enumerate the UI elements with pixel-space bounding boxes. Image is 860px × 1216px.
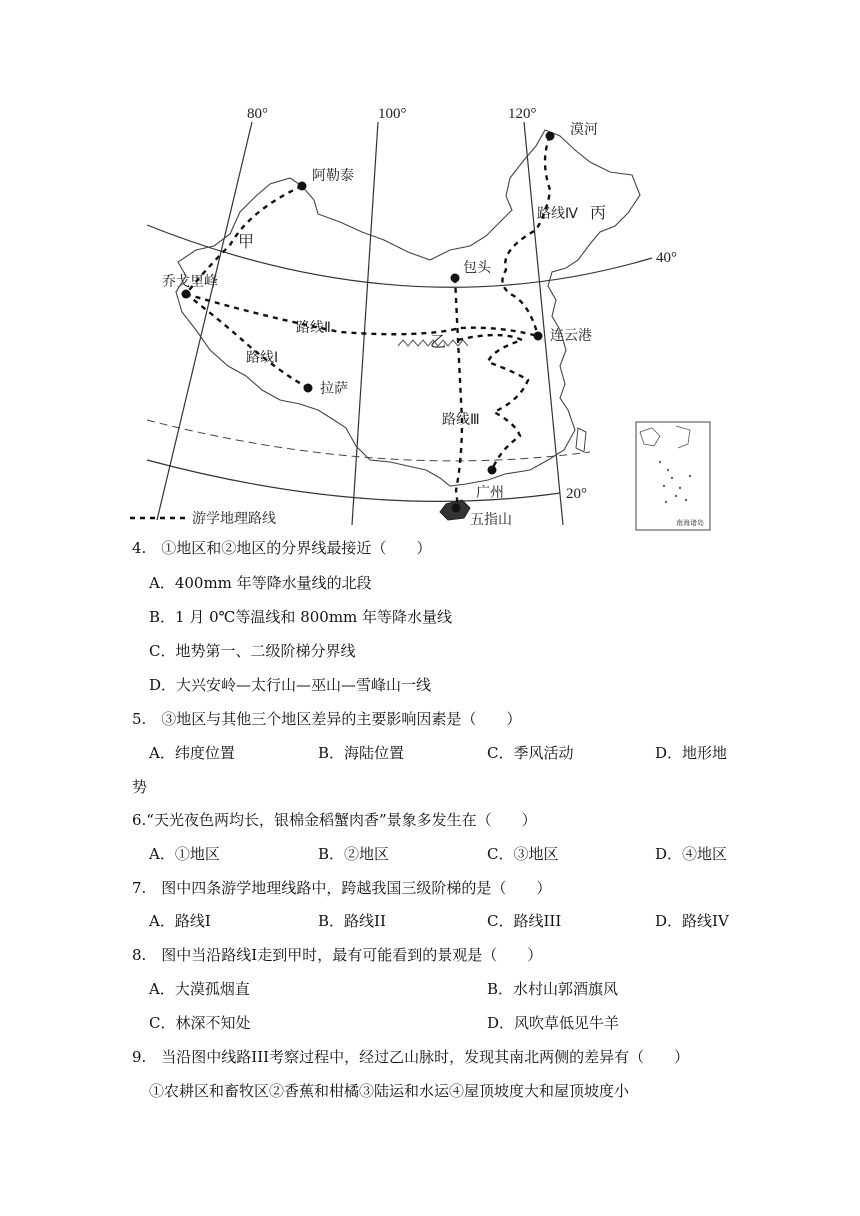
route-4-line	[502, 136, 550, 336]
wuzhishan-label: 五指山	[470, 512, 512, 528]
question-8-option-d: D．风吹草低见牛羊	[487, 1014, 620, 1032]
meridian-120	[524, 122, 563, 525]
region-yi-label: 乙	[430, 332, 447, 351]
label-40: 40°	[656, 250, 677, 266]
route-3-line	[455, 278, 462, 508]
question-5-stem: 5. ③地区与其他三个地区差异的主要影响因素是（ ）	[132, 710, 522, 728]
question-5-option-d-wrap: 势	[132, 778, 148, 796]
route-2-label: 路线Ⅱ	[296, 320, 331, 336]
question-7-stem: 7. 图中四条游学地理线路中，跨越我国三级阶梯的是（ ）	[132, 879, 552, 897]
qiaogeli-label: 乔戈里峰	[162, 274, 218, 290]
question-4-option-d: D．大兴安岭—太行山—巫山—雪峰山一线	[149, 676, 432, 694]
question-6-option-c: C．③地区	[487, 845, 559, 863]
question-7-option-b: B．路线II	[318, 912, 386, 930]
label-80: 80°	[247, 106, 268, 122]
question-8-option-c: C．林深不知处	[149, 1014, 251, 1032]
region-jia-label: 甲	[238, 232, 255, 251]
meridian-80	[157, 122, 255, 520]
question-8-stem: 8. 图中当沿路线I走到甲时，最有可能看到的景观是（ ）	[132, 946, 543, 964]
route-4-label: 路线Ⅳ	[537, 206, 578, 222]
parallel-40	[147, 225, 652, 287]
china-outline	[176, 130, 640, 486]
meridian-100	[352, 122, 378, 525]
question-4-option-a: A．400mm 年等降水量线的北段	[149, 574, 372, 592]
question-7-option-c: C．路线III	[487, 912, 562, 930]
aletai-dot	[298, 182, 307, 191]
question-5-option-a: A．纬度位置	[149, 744, 235, 762]
question-6-option-a: A．①地区	[149, 845, 220, 863]
question-9-stem: 9. 当沿图中线路III考察过程中，经过乙山脉时，发现其南北两侧的差异有（ ）	[132, 1048, 690, 1066]
baotou-dot	[451, 274, 460, 283]
question-5-option-b: B．海陆位置	[318, 744, 405, 762]
wuzhishan-dot	[452, 504, 461, 513]
lasa-dot	[304, 384, 313, 393]
label-120: 120°	[508, 106, 537, 122]
route-2-line	[186, 294, 538, 336]
mohe-label: 漠河	[570, 122, 598, 138]
guangzhou-dot	[488, 466, 497, 475]
baotou-label: 包头	[463, 260, 491, 276]
taiwan-island	[576, 428, 586, 452]
question-7-option-d: D．路线IV	[655, 912, 729, 930]
mohe-dot	[546, 132, 555, 141]
route-1-label: 路线Ⅰ	[246, 350, 279, 366]
question-6-stem: 6.“天光夜色两均长，银棉金稻蟹肉香”景象多发生在（ ）	[132, 811, 537, 829]
lianyungang-dot	[534, 332, 543, 341]
question-8-option-a: A．大漠孤烟直	[149, 980, 250, 998]
question-4-option-b: B．1 月 0℃等温线和 800mm 年等降水量线	[149, 608, 453, 626]
legend-label: 游学地理路线	[192, 511, 276, 527]
label-20: 20°	[566, 486, 587, 502]
region-bing-label: 丙	[590, 203, 607, 222]
question-4-option-c: C．地势第一、二级阶梯分界线	[149, 642, 356, 660]
question-9-statements: ①农耕区和畜牧区②香蕉和柑橘③陆运和水运④屋顶坡度大和屋顶坡度小	[149, 1082, 630, 1100]
question-7-option-a: A．路线I	[149, 912, 211, 930]
tropic-line	[147, 420, 590, 461]
question-4-stem: 4. ①地区和②地区的分界线最接近（ ）	[132, 539, 432, 557]
question-5-option-c: C．季风活动	[487, 744, 574, 762]
route-3-label: 路线Ⅲ	[442, 412, 480, 428]
lasa-label: 拉萨	[320, 381, 348, 397]
lianyungang-label: 连云港	[550, 328, 592, 344]
aletai-label: 阿勒泰	[312, 168, 354, 184]
question-5-option-d: D．地形地	[655, 744, 728, 762]
question-8-option-b: B．水村山郭酒旗风	[487, 980, 619, 998]
qiaogeli-dot	[182, 290, 191, 299]
question-6-option-b: B．②地区	[318, 845, 390, 863]
question-6-option-d: D．④地区	[655, 845, 728, 863]
label-100: 100°	[378, 106, 407, 122]
inset-label: 南海诸岛	[676, 519, 704, 527]
route-3-east-line	[458, 335, 528, 470]
china-route-map	[0, 0, 860, 540]
guangzhou-label: 广州	[476, 485, 504, 501]
south-china-sea-inset	[636, 422, 710, 530]
